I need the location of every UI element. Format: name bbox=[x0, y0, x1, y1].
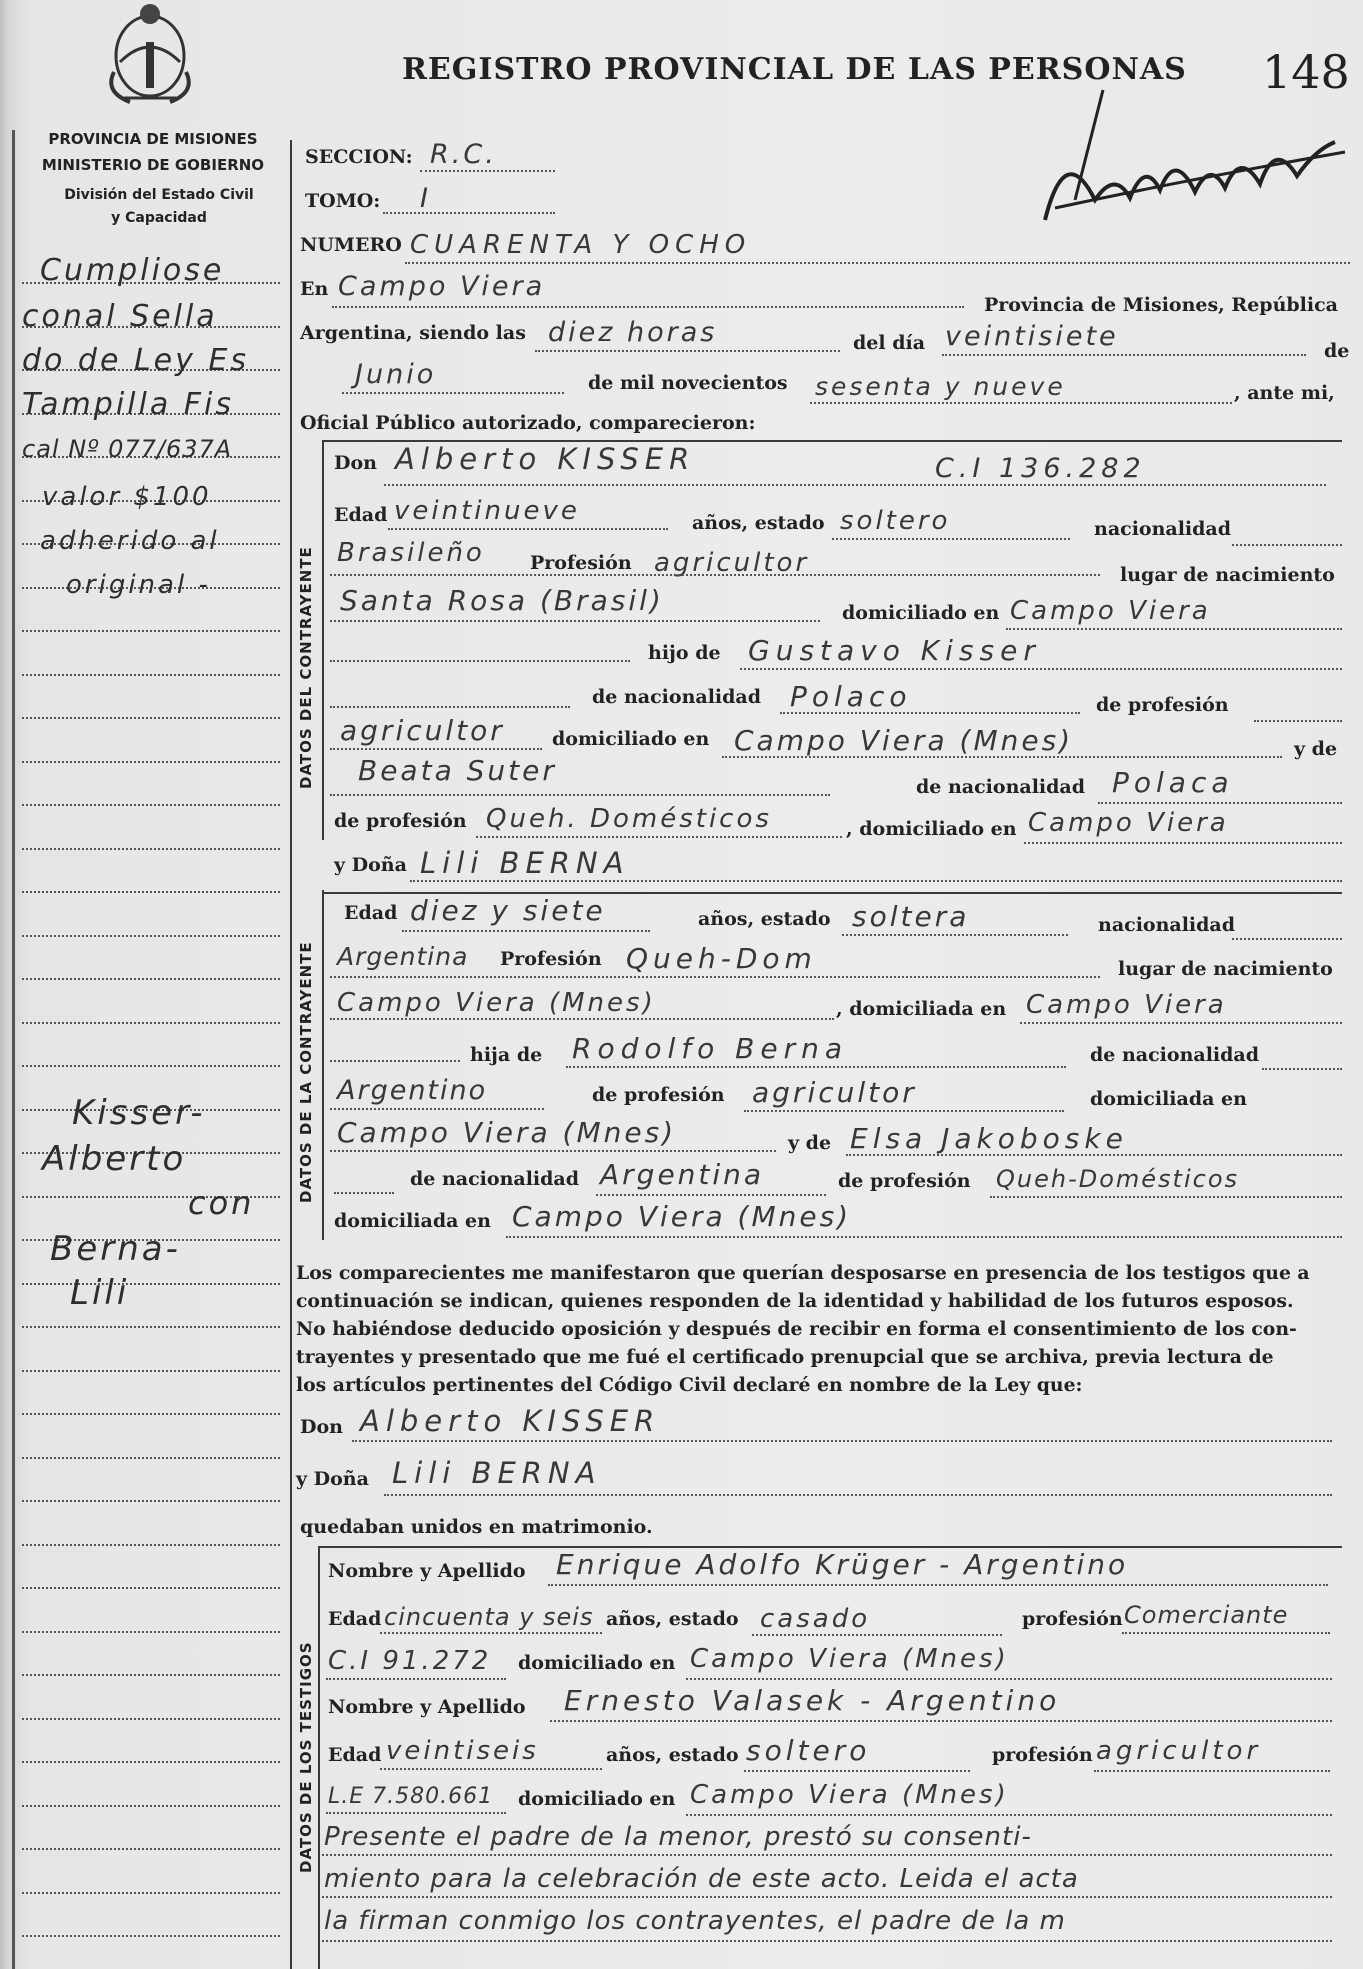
seccion-label: SECCION: bbox=[305, 146, 413, 168]
margin-name-line-4: Berna- bbox=[50, 1229, 181, 1269]
hijo-label: hijo de bbox=[648, 642, 721, 664]
signature-drawing bbox=[1035, 80, 1355, 240]
edad-value: veintinueve bbox=[394, 496, 580, 526]
t2-domic-value: Campo Viera (Mnes) bbox=[690, 1780, 1009, 1810]
f-madre-value: Elsa Jakoboske bbox=[850, 1122, 1128, 1155]
tomo-label: TOMO: bbox=[305, 190, 381, 212]
f-anios-label: años, estado bbox=[698, 908, 831, 930]
margin-rule bbox=[22, 1326, 280, 1328]
madre-dom-line bbox=[1024, 842, 1342, 844]
t2-domic-line bbox=[686, 1814, 1332, 1816]
margin-rule bbox=[22, 630, 280, 632]
nacimiento-line bbox=[330, 620, 820, 622]
t2-anios-label: años, estado bbox=[606, 1744, 739, 1766]
margin-name-line-2: Alberto bbox=[42, 1139, 187, 1179]
page-title: REGISTRO PROVINCIAL DE LAS PERSONAS bbox=[402, 52, 1187, 87]
seccion-line bbox=[420, 170, 555, 172]
margin-rule bbox=[22, 1935, 280, 1937]
t1-anios-label: años, estado bbox=[606, 1608, 739, 1630]
dona-label: y Doña bbox=[334, 854, 407, 876]
madre-dom-label: , domiciliado en bbox=[846, 818, 1017, 840]
t2-nombre-value: Ernesto Valasek - Argentino bbox=[564, 1684, 1061, 1717]
hora-value: diez horas bbox=[548, 317, 718, 348]
hora-line bbox=[535, 350, 840, 352]
margin-rule bbox=[22, 1718, 280, 1720]
f-madre-prof-value: Queh-Domésticos bbox=[996, 1165, 1240, 1193]
decl-esposo-line bbox=[352, 1440, 1332, 1442]
f-hija-pre-line bbox=[330, 1060, 460, 1062]
profesion-line bbox=[330, 574, 1100, 576]
nombre-line bbox=[384, 484, 1326, 486]
contrayente-f-nombre-line bbox=[410, 880, 1342, 882]
denac-pre-line bbox=[330, 706, 570, 708]
hijo-pre-line bbox=[330, 660, 630, 662]
f-yde-label: y de bbox=[788, 1132, 832, 1154]
padre-value: Gustavo Kisser bbox=[748, 634, 1041, 667]
t2-doc-value: L.E 7.580.661 bbox=[328, 1784, 494, 1809]
nac-label: nacionalidad bbox=[1094, 518, 1232, 540]
margin-name-line-1: Kisser- bbox=[72, 1093, 206, 1133]
declaration-line-5: los artículos pertinentes del Código Civil declaré en nombre de la Ley que: bbox=[296, 1374, 1083, 1396]
t2-prof-value: agricultor bbox=[1096, 1736, 1262, 1766]
f-nac-line bbox=[1232, 938, 1342, 940]
f-madre-nac-line bbox=[596, 1194, 826, 1196]
f-madre-prof-line bbox=[990, 1196, 1342, 1198]
yde-label: y de bbox=[1294, 738, 1338, 760]
f-profesion-value: Queh-Dom bbox=[626, 942, 817, 975]
f-madre-nac-label: de nacionalidad bbox=[410, 1168, 580, 1190]
profesion-label: Profesión bbox=[530, 552, 632, 574]
note-line-3 bbox=[322, 1940, 1332, 1942]
numero-line bbox=[405, 262, 1350, 264]
t2-nombre-line bbox=[550, 1720, 1332, 1722]
estado-value: soltero bbox=[840, 506, 951, 536]
f-domic-label: , domiciliada en bbox=[836, 998, 1007, 1020]
madre-nac-value: Polaca bbox=[1112, 766, 1234, 799]
madre-nac-label: de nacionalidad bbox=[916, 776, 1086, 798]
anio-value: sesenta y nueve bbox=[815, 372, 1066, 401]
margin-rule bbox=[22, 674, 280, 676]
estado-line bbox=[832, 538, 1070, 540]
left-header-3: División del Estado Civil bbox=[64, 187, 254, 203]
t2-estado-value: soltero bbox=[746, 1734, 871, 1767]
t1-estado-value: casado bbox=[760, 1604, 871, 1634]
margin-note-line-1: Cumpliose bbox=[40, 253, 225, 288]
madre-dom-value: Campo Viera bbox=[1028, 808, 1229, 838]
f-domicilio-value: Campo Viera bbox=[1026, 990, 1227, 1020]
t1-prof-line bbox=[1122, 1632, 1330, 1634]
seccion-value: R.C. bbox=[430, 139, 497, 170]
madre-nac-line bbox=[1098, 802, 1342, 804]
anios-label: años, estado bbox=[692, 512, 825, 534]
madre-prof-line bbox=[476, 836, 842, 838]
f-padre-dom-line bbox=[330, 1150, 776, 1152]
f-edad-label: Edad bbox=[344, 902, 398, 924]
margin-rule bbox=[22, 1587, 280, 1589]
anio-line bbox=[810, 402, 1232, 404]
f-nac-label: nacionalidad bbox=[1098, 914, 1236, 936]
margin-rule bbox=[22, 978, 280, 980]
f-estado-line bbox=[842, 934, 1068, 936]
decl-esposa-value: Lili BERNA bbox=[392, 1456, 602, 1490]
f-madre-prof-label: de profesión bbox=[838, 1170, 971, 1192]
de-label: de bbox=[1324, 340, 1350, 362]
declaration-line-2: continuación se indican, quienes responden de la identidad y habilidad de los futuros esposos. bbox=[296, 1290, 1294, 1312]
provincia-label: Provincia de Misiones, República bbox=[984, 294, 1338, 316]
unidos-label: quedaban unidos en matrimonio. bbox=[300, 1516, 653, 1538]
lugar-line bbox=[332, 306, 964, 308]
margin-rule bbox=[22, 1370, 280, 1372]
padre-prof2-line bbox=[330, 748, 542, 750]
t1-nombre-label: Nombre y Apellido bbox=[328, 1560, 526, 1582]
margin-note-line-2: conal Sella bbox=[22, 299, 218, 334]
lugar-value: Campo Viera bbox=[338, 271, 546, 302]
padre-prof-line bbox=[1254, 720, 1342, 722]
column-divider bbox=[290, 140, 292, 1969]
f-hija-label: hija de bbox=[470, 1044, 543, 1066]
f-padre-prof-value: agricultor bbox=[752, 1076, 917, 1109]
left-margin-line bbox=[12, 130, 15, 1969]
f-padre-nac-value: Argentino bbox=[337, 1075, 488, 1106]
t1-nombre-value: Enrique Adolfo Krüger - Argentino bbox=[556, 1548, 1129, 1581]
mes-value: Junio bbox=[355, 359, 437, 390]
f-padre-line bbox=[566, 1066, 1066, 1068]
f-madre-dom-value: Campo Viera (Mnes) bbox=[512, 1200, 852, 1233]
contrayente-f-bracket bbox=[322, 890, 324, 1240]
padre-line bbox=[740, 668, 1342, 670]
t2-doc-line bbox=[326, 1812, 506, 1814]
decl-don-label: Don bbox=[300, 1416, 343, 1438]
t1-edad-line bbox=[380, 1632, 602, 1634]
margin-note-line-3: do de Ley Es bbox=[22, 343, 250, 378]
contrayente-section-label: DATOS DEL CONTRAYENTE bbox=[297, 546, 315, 789]
note-line-2 bbox=[322, 1896, 1332, 1898]
nacionalidad-value: Brasileño bbox=[337, 538, 485, 568]
contrayente-f-section-label: DATOS DE LA CONTRAYENTE bbox=[297, 941, 315, 1203]
margin-note-line-7: adherido al bbox=[40, 526, 220, 556]
declaration-line-4: trayentes y presentado que me fué el certificado prenupcial que se archiva, previa lectura de bbox=[296, 1346, 1274, 1368]
decl-esposa-line bbox=[384, 1494, 1332, 1496]
declaration-line-3: No habiéndose deducido oposición y después de recibir en forma el consentimiento de los con- bbox=[296, 1318, 1297, 1340]
madre-line bbox=[330, 794, 830, 796]
f-domicilio-line bbox=[1020, 1022, 1342, 1024]
tomo-value: I bbox=[420, 183, 431, 214]
t1-estado-line bbox=[752, 1634, 1002, 1636]
left-header-4: y Capacidad bbox=[111, 210, 207, 226]
left-header-1: PROVINCIA DE MISIONES bbox=[48, 130, 258, 148]
page-number: 148 bbox=[1262, 45, 1350, 99]
margin-note-line-6: valor $100 bbox=[42, 482, 212, 512]
mil-label: de mil novecientos bbox=[588, 372, 788, 394]
margin-rule bbox=[22, 1413, 280, 1415]
don-label: Don bbox=[334, 452, 377, 474]
f-edad-value: diez y siete bbox=[410, 894, 606, 927]
margin-rule bbox=[22, 1544, 280, 1546]
f-padre-dom-value: Campo Viera (Mnes) bbox=[337, 1116, 677, 1149]
margin-name-line-3: con bbox=[188, 1184, 255, 1222]
padre-prof-value: agricultor bbox=[340, 714, 505, 747]
coat-of-arms-icon bbox=[100, 2, 200, 110]
numero-value: CUARENTA Y OCHO bbox=[410, 230, 752, 260]
padre-dom-label: domiciliado en bbox=[552, 728, 710, 750]
nacimiento-value: Santa Rosa (Brasil) bbox=[340, 584, 664, 617]
tomo-line bbox=[383, 212, 555, 214]
domicilio-line bbox=[1006, 628, 1342, 630]
testigos-bracket bbox=[318, 1546, 320, 1969]
margin-rule bbox=[22, 1674, 280, 1676]
f-padre-dom-label: domiciliada en bbox=[1090, 1088, 1247, 1110]
t1-doc-line bbox=[326, 1678, 506, 1680]
t2-edad-value: veintiseis bbox=[386, 1736, 539, 1766]
padre-dom-value: Campo Viera (Mnes) bbox=[734, 724, 1074, 757]
margin-rule bbox=[22, 1457, 280, 1459]
contrayente-bracket bbox=[322, 440, 324, 840]
margin-rule bbox=[22, 1631, 280, 1633]
f-padre-nac-label: de nacionalidad bbox=[1090, 1044, 1260, 1066]
f-padre-prof-line bbox=[744, 1110, 1064, 1112]
nac-line bbox=[1232, 544, 1342, 546]
padre-dom-line bbox=[722, 756, 1282, 758]
contrayente-nombre: Alberto KISSER bbox=[395, 442, 696, 476]
t1-domic-line bbox=[686, 1678, 1332, 1680]
padre-nac-label: de nacionalidad bbox=[592, 686, 762, 708]
f-profesion-line bbox=[330, 976, 1100, 978]
dia-value: veintisiete bbox=[945, 321, 1119, 352]
padre-prof-label: de profesión bbox=[1096, 694, 1229, 716]
margin-rule bbox=[22, 935, 280, 937]
t2-prof-label: profesión bbox=[992, 1744, 1093, 1766]
en-label: En bbox=[300, 278, 329, 300]
f-padre-value: Rodolfo Berna bbox=[572, 1032, 849, 1065]
t2-edad-label: Edad bbox=[328, 1744, 382, 1766]
f-nacimiento-line bbox=[330, 1018, 834, 1020]
t1-prof-label: profesión bbox=[1022, 1608, 1123, 1630]
f-madre-nac-value: Argentina bbox=[600, 1158, 765, 1191]
t2-prof-line bbox=[1094, 1770, 1330, 1772]
profesion-value: agricultor bbox=[654, 548, 810, 578]
margin-rule bbox=[22, 1022, 280, 1024]
f-estado-value: soltera bbox=[852, 900, 970, 933]
dia-label: del día bbox=[853, 332, 926, 354]
f-lugar-nac-label: lugar de nacimiento bbox=[1118, 958, 1333, 980]
margin-name-line-5: Lili bbox=[70, 1273, 130, 1313]
margin-note-line-4: Tampilla Fis bbox=[22, 387, 234, 422]
madre-value: Beata Suter bbox=[358, 754, 557, 787]
margin-rule bbox=[22, 1761, 280, 1763]
margin-rule bbox=[22, 1805, 280, 1807]
t1-prof-value: Comerciante bbox=[1124, 1601, 1289, 1629]
domicilio-value: Campo Viera bbox=[1010, 596, 1211, 626]
margin-rule bbox=[22, 1065, 280, 1067]
margin-rule bbox=[22, 1500, 280, 1502]
testigos-section-label: DATOS DE LOS TESTIGOS bbox=[297, 1641, 315, 1873]
madre-prof-value: Queh. Domésticos bbox=[486, 804, 772, 834]
margin-rule bbox=[22, 1283, 280, 1285]
margin-rule bbox=[22, 804, 280, 806]
numero-label: NUMERO bbox=[300, 234, 402, 256]
mes-line bbox=[342, 392, 564, 394]
margin-note-line-8: original - bbox=[66, 570, 211, 600]
t2-estado-line bbox=[744, 1770, 970, 1772]
t2-nombre-label: Nombre y Apellido bbox=[328, 1696, 526, 1718]
edad-label: Edad bbox=[334, 504, 388, 526]
dia-line bbox=[942, 354, 1306, 356]
madre-prof-label: de profesión bbox=[334, 810, 467, 832]
t1-edad-label: Edad bbox=[328, 1608, 382, 1630]
argentina-label: Argentina, siendo las bbox=[300, 322, 526, 344]
contrayente-ci: C.I 136.282 bbox=[935, 453, 1146, 484]
lugar-nac-label: lugar de nacimiento bbox=[1120, 564, 1335, 586]
f-profesion-label: Profesión bbox=[500, 948, 602, 970]
ante-label: , ante mi, bbox=[1234, 382, 1335, 404]
t2-domic-label: domiciliado en bbox=[518, 1788, 676, 1810]
f-edad-line bbox=[402, 930, 650, 932]
left-header-2: MINISTERIO DE GOBIERNO bbox=[41, 156, 265, 174]
testigos-note-3: la firman conmigo los contrayentes, el padre de la m bbox=[324, 1906, 1066, 1936]
testigos-note-2: miento para la celebración de este acto. Leida el acta bbox=[324, 1864, 1079, 1894]
edad-line bbox=[388, 528, 668, 530]
decl-dona-label: y Doña bbox=[296, 1468, 369, 1490]
t1-nombre-line bbox=[548, 1584, 1328, 1586]
f-nacimiento-value: Campo Viera (Mnes) bbox=[337, 988, 656, 1018]
f-madre-line bbox=[846, 1154, 1342, 1156]
padre-nac-value: Polaco bbox=[790, 680, 912, 713]
t1-domic-label: domiciliado en bbox=[518, 1652, 676, 1674]
testigos-note-1: Presente el padre de la menor, prestó su consenti- bbox=[324, 1822, 1032, 1852]
padre-nac-line bbox=[780, 712, 1080, 714]
declaration-line-1: Los comparecientes me manifestaron que querían desposarse en presencia de los testigos que a bbox=[296, 1262, 1310, 1284]
margin-rule bbox=[22, 891, 280, 893]
margin-rule bbox=[22, 761, 280, 763]
note-line-1 bbox=[322, 1854, 1332, 1856]
f-padre-prof-label: de profesión bbox=[592, 1084, 725, 1106]
f-madre-dom-line bbox=[506, 1236, 1342, 1238]
margin-rule bbox=[22, 717, 280, 719]
f-madre-dom-label: domiciliada en bbox=[334, 1210, 491, 1232]
f-madre-pre-line bbox=[334, 1192, 394, 1194]
margin-rule bbox=[22, 1892, 280, 1894]
margin-rule bbox=[22, 1848, 280, 1850]
t1-domic-value: Campo Viera (Mnes) bbox=[690, 1644, 1009, 1674]
margin-note-line-5: cal Nº 077/637A bbox=[22, 435, 233, 463]
f-padre-nac-trail-line bbox=[1262, 1068, 1342, 1070]
domic-label: domiciliado en bbox=[842, 602, 1000, 624]
t2-edad-line bbox=[380, 1768, 602, 1770]
oficial-label: Oficial Público autorizado, comparecieron: bbox=[300, 412, 756, 434]
f-nacionalidad-value: Argentina bbox=[337, 942, 469, 971]
t1-edad-value: cincuenta y seis bbox=[384, 1603, 594, 1631]
contrayente-f-nombre: Lili BERNA bbox=[420, 846, 630, 880]
decl-esposo-value: Alberto KISSER bbox=[360, 1404, 661, 1438]
margin-rule bbox=[22, 848, 280, 850]
f-padre-nac-line bbox=[330, 1108, 544, 1110]
t1-doc-value: C.I 91.272 bbox=[328, 1646, 492, 1676]
